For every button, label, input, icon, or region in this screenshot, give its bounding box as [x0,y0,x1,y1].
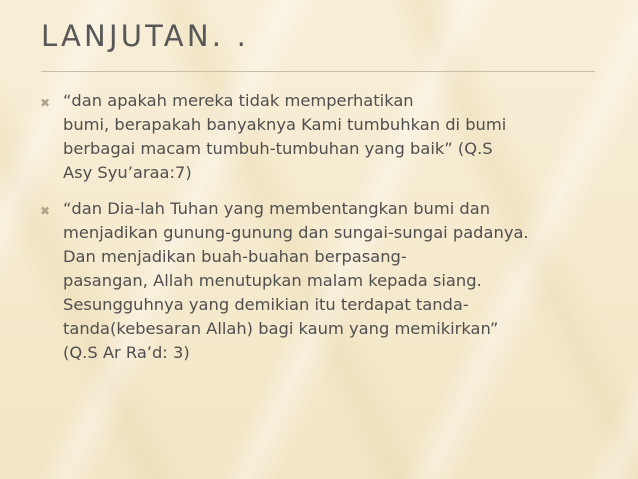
bullet-2-line-1: “dan Dia-lah Tuhan yang membentangkan bumi dan [63,199,491,218]
bullet-2-line-2: menjadikan gunung-gunung dan sungai-sungai padanya. [63,223,529,242]
bullet-2-line-4: pasangan, Allah menutupkan malam kepada siang. [63,271,482,290]
bullet-1-line-3: berbagai macam tumbuh-tumbuhan yang baik” (Q.S [63,139,493,158]
bullet-2-line-3: Dan menjadikan buah-buahan berpasang- [63,247,407,266]
title-divider [41,71,595,72]
x-mark-icon: ✖ [40,204,51,218]
bullet-1-line-4: Asy Syu’araa:7) [63,163,192,182]
bullet-2-line-6: tanda(kebesaran Allah) bagi kaum yang memikirkan” [63,319,499,338]
x-mark-icon: ✖ [40,96,51,110]
bullet-1-line-1: “dan apakah mereka tidak memperhatikan [63,91,414,110]
bullet-2-line-5: Sesungguhnya yang demikian itu terdapat tanda- [63,295,469,314]
bullet-text-1 [63,89,506,185]
bullet-text-2 [63,197,529,365]
slide-title: LANJUTAN. . [41,19,249,53]
bullet-1-line-2: bumi, berapakah banyaknya Kami tumbuhkan di bumi [63,115,507,134]
bullet-2-line-7: (Q.S Ar Ra’d: 3) [63,343,190,362]
